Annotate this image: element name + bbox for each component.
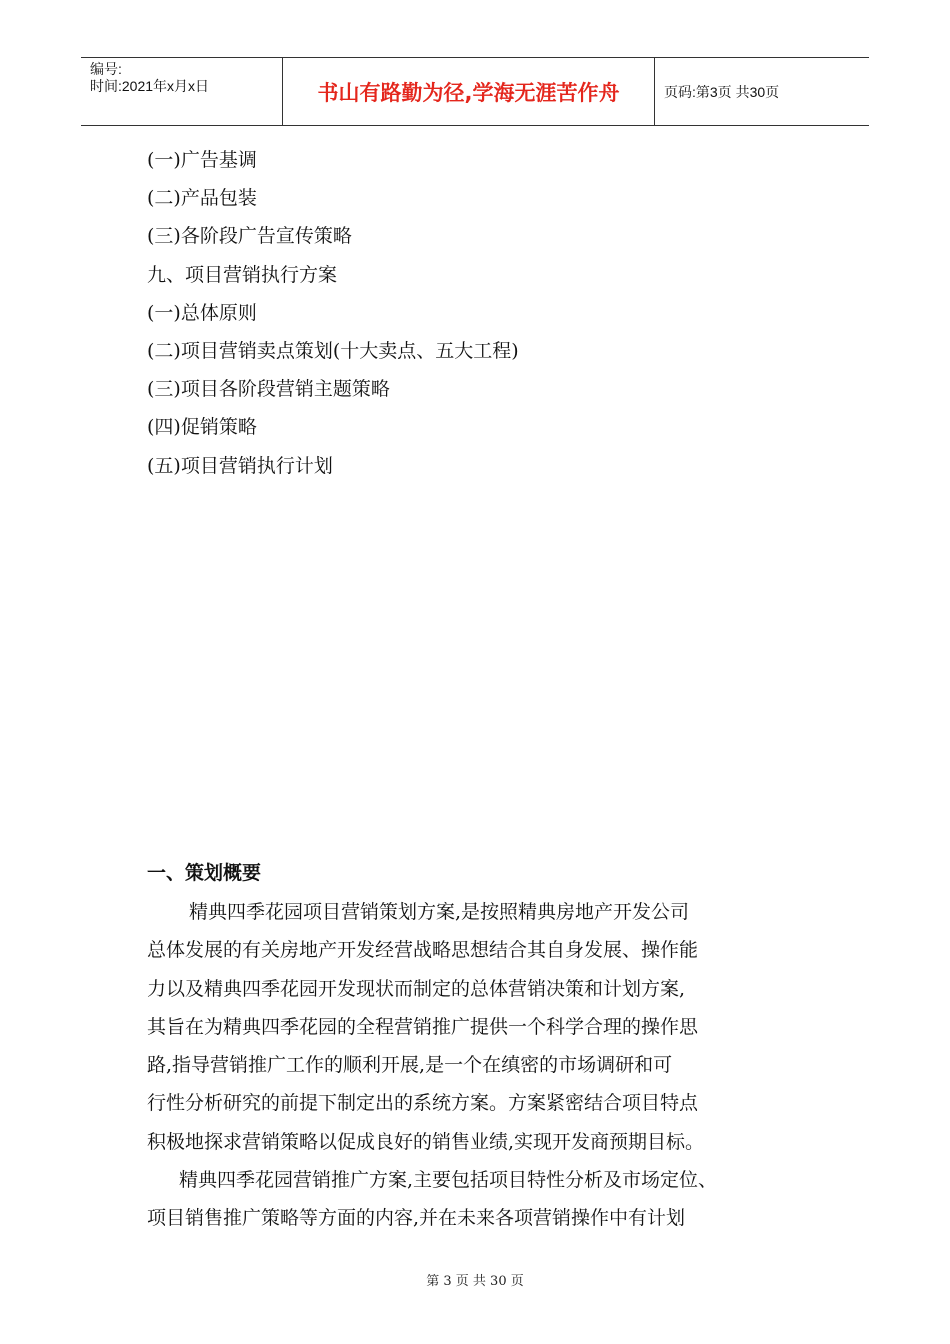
toc-item: (三)各阶段广告宣传策略 [147,225,352,248]
header-page-info: 页码:第3页 共30页 [664,83,780,100]
toc-item: (二)产品包装 [147,187,257,210]
paragraph-line: 行性分析研究的前提下制定出的系统方案。方案紧密结合项目特点 [147,1092,699,1115]
toc-item: (一)总体原则 [147,301,257,324]
paragraph-line: 路,指导营销推广工作的顺利开展,是一个在缜密的市场调研和可 [147,1054,673,1077]
header-motto: 书山有路勤为径,学海无涯苦作舟 [317,80,620,105]
toc-item: (五)项目营销执行计划 [147,454,333,477]
toc-item: (四)促销策略 [147,416,257,439]
paragraph-line: 积极地探求营销策略以促成良好的销售业绩,实现开发商预期目标。 [147,1130,705,1153]
page-header [81,57,869,126]
table-of-contents [147,146,519,490]
toc-item: (二)项目营销卖点策划(十大卖点、五大工程) [147,339,519,362]
section-title: 一、策划概要 [147,862,262,884]
toc-item: (三)项目各阶段营销主题策略 [147,378,390,401]
paragraph-line: 精典四季花园项目营销策划方案,是按照精典房地产开发公司 [189,901,690,923]
paragraph-line: 其旨在为精典四季花园的全程营销推广提供一个科学合理的操作思 [147,1015,699,1038]
toc-item: 九、项目营销执行方案 [147,263,338,286]
header-divider [654,58,655,125]
toc-item: (一)广告基调 [147,149,257,171]
paragraph-line: 精典四季花园营销推广方案,主要包括项目特性分析及市场定位、 [179,1169,718,1191]
time-label: 时间:2021年x月x日 [90,78,210,94]
paragraph-1 [147,893,807,1161]
paragraph-2 [147,1161,807,1238]
paragraph-line: 项目销售推广策略等方面的内容,并在未来各项营销操作中有计划 [147,1207,686,1230]
paragraph-line: 力以及精典四季花园开发现状而制定的总体营销决策和计划方案, [147,977,686,1000]
page-footer: 第 3 页 共 30 页 [426,1274,524,1289]
number-label: 编号: [90,61,122,77]
paragraph-line: 总体发展的有关房地产开发经营战略思想结合其自身发展、操作能 [147,939,699,962]
header-meta [90,61,280,121]
